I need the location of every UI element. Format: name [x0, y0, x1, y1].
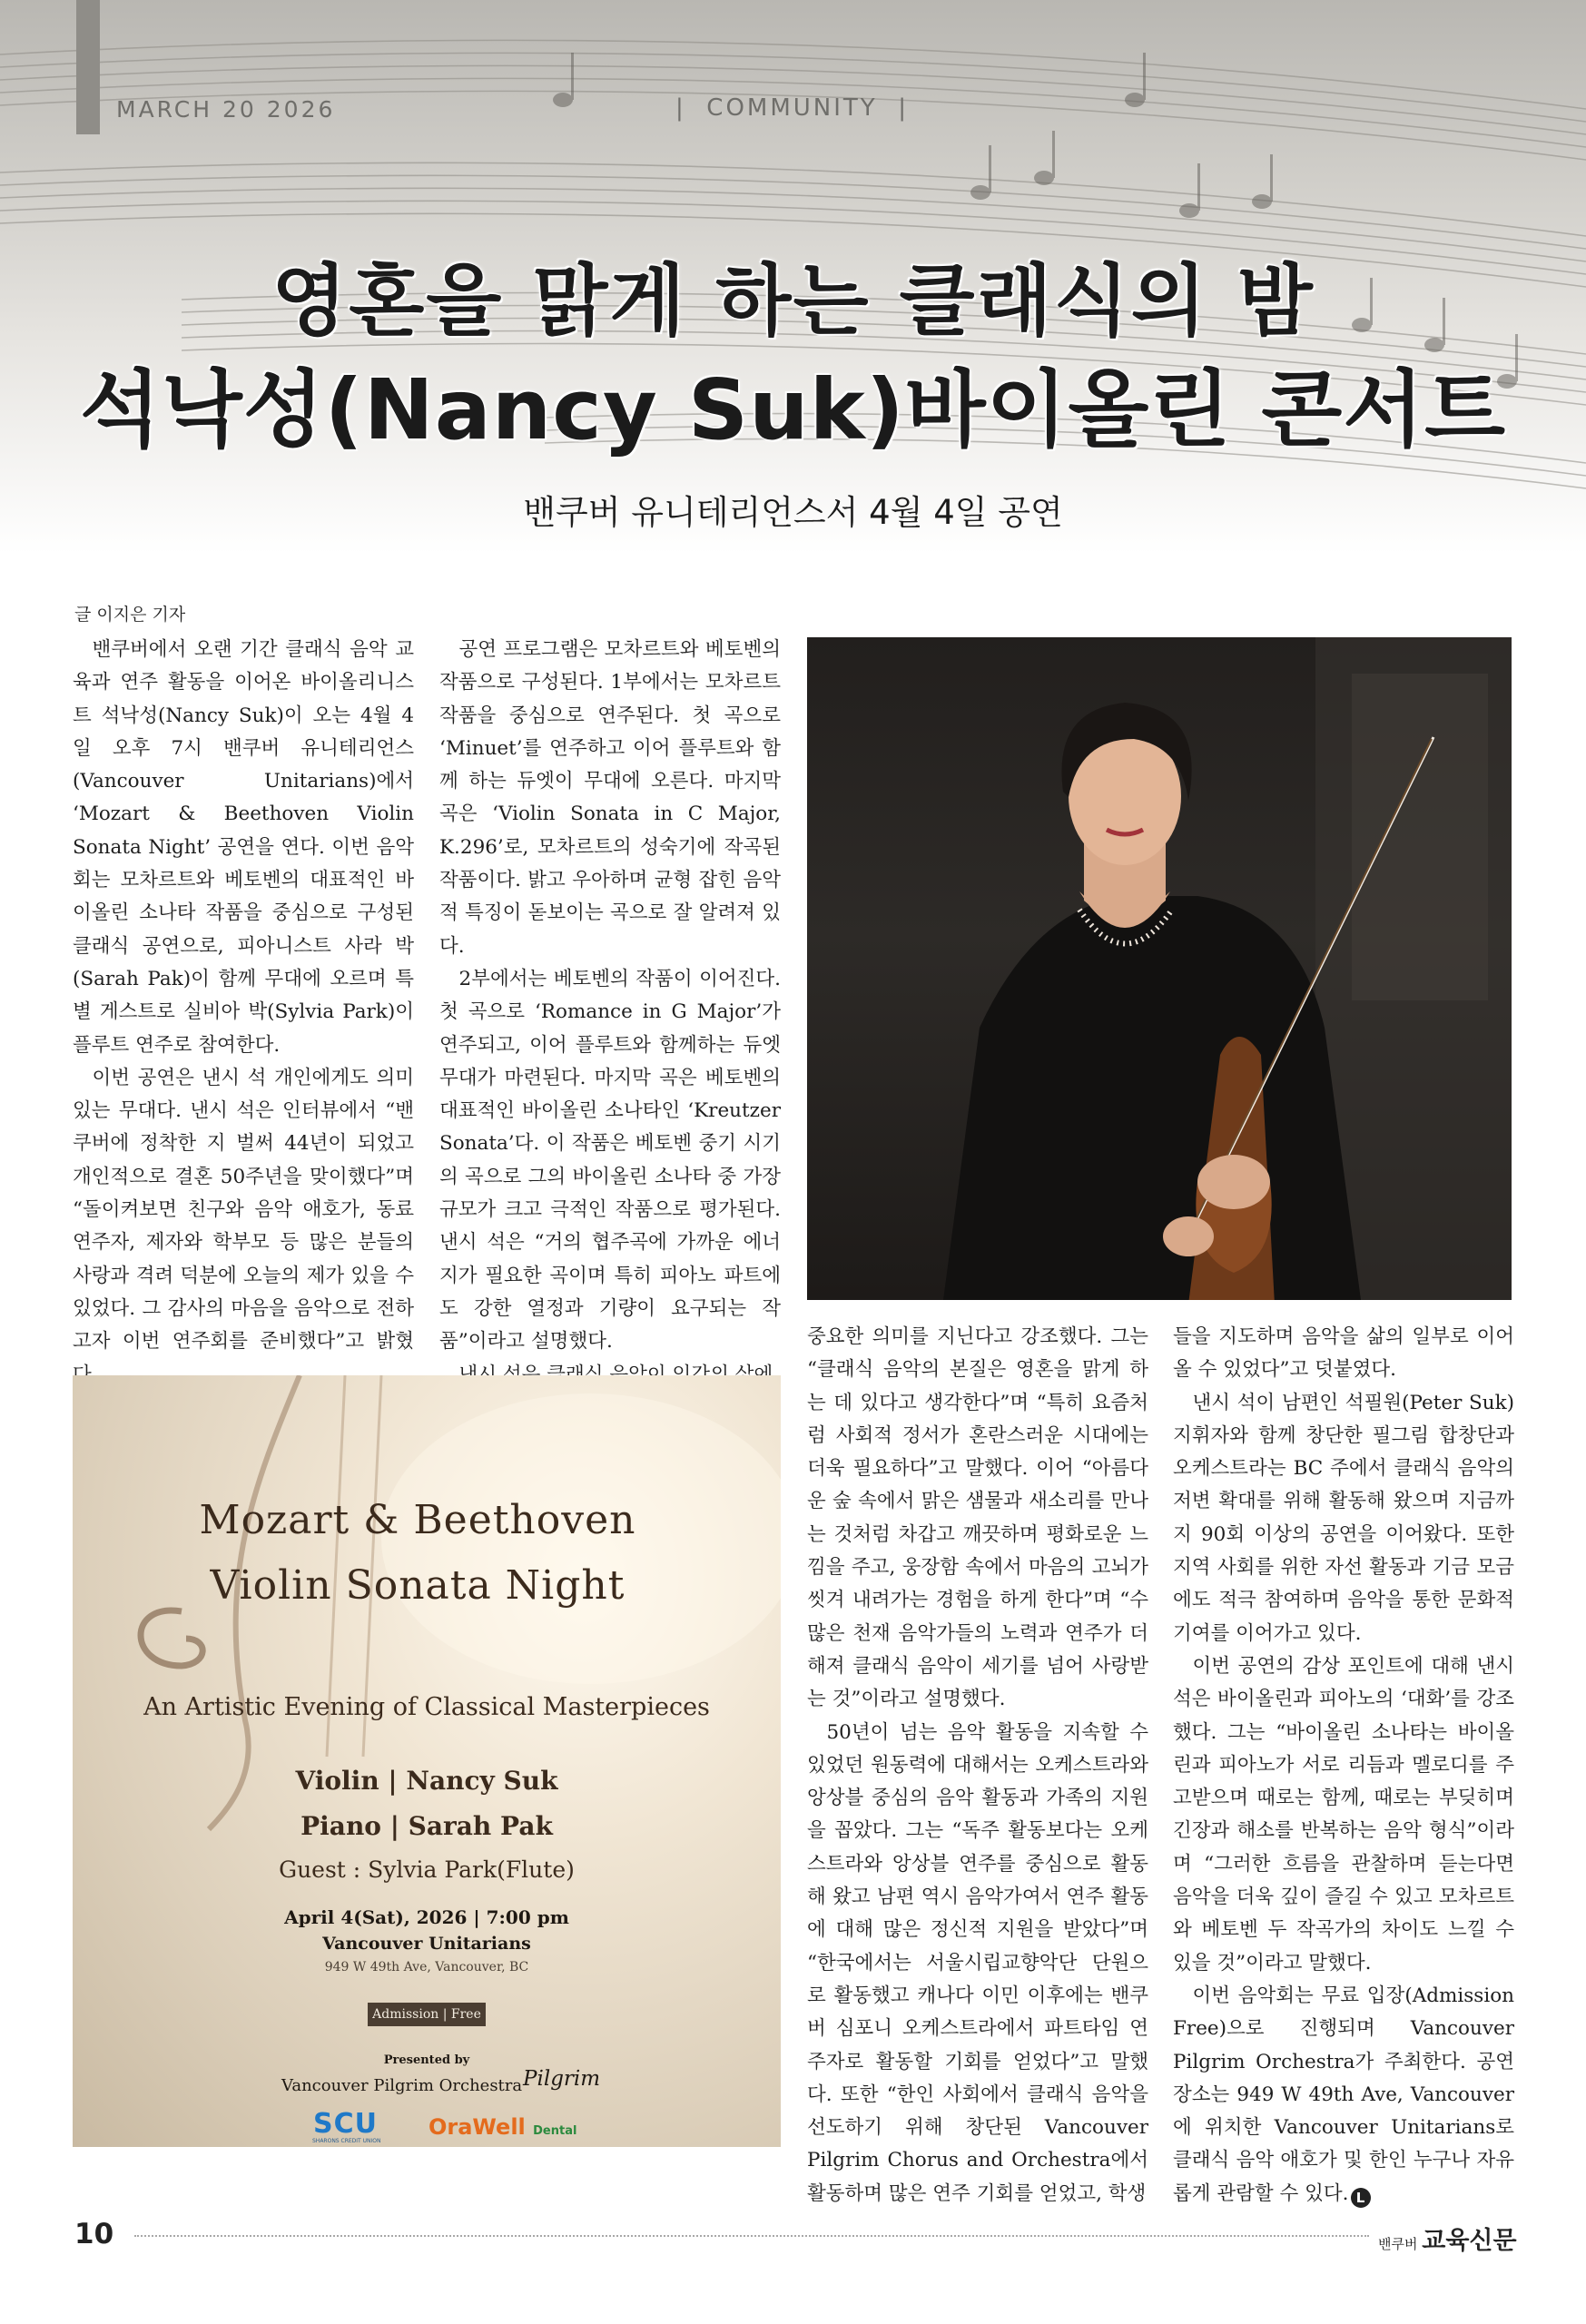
poster-venue: Vancouver Unitarians — [322, 1934, 531, 1954]
orawell-name: OraWell — [429, 2114, 526, 2140]
poster-date-time: April 4(Sat), 2026 | 7:00 pm — [284, 1906, 569, 1928]
poster-guest: Guest : Sylvia Park(Flute) — [279, 1856, 575, 1883]
headline-line-2: 석낙성(Nancy Suk)바이올린 콘서트 — [80, 361, 1506, 458]
article-end-mark: L — [1351, 2188, 1371, 2208]
headline-line-1: 영혼을 맑게 하는 클래식의 밤 — [271, 256, 1315, 347]
article-column-2 — [439, 634, 781, 1392]
article-column-4 — [1173, 1321, 1514, 2211]
paragraph — [1173, 1980, 1514, 2211]
pilgrim-logo: Pilgrim — [523, 2067, 601, 2091]
poster-tagline: An Artistic Evening of Classical Masterpieces — [143, 1693, 710, 1721]
paragraph: 중요한 의미를 지닌다고 강조했다. 그는 “클래식 음악의 본질은 영혼을 맑게 하는 데 있다고 생각한다”며 “특히 요즘처럼 사회적 정서가 혼란스러운 시대에는 더욱 필요하다”고 말했다. 이어 “아름다운 숲 속에서 맑은 샘물과 새소리를 만나는 것처럼 차갑고 깨끗하며 평화로운 느낌을 주고, 웅장함 속에서 마음의 고뇌가 씻겨 내려가는 경험을 하게 한다”며 “수많은 천재 음악가들의 노력과 연주가 더해져 클래식 음악이 세기를 넘어 사랑받는 것”이라고 설명했다. — [807, 1325, 1148, 1711]
poster-admission-badge: Admission | Free — [368, 2003, 486, 2026]
poster-presented-by: Presented by — [383, 2053, 470, 2067]
orawell-logo — [429, 2114, 576, 2140]
poster-violinist: Violin | Nancy Suk — [295, 1766, 558, 1796]
poster-pianist: Piano | Sarah Pak — [300, 1811, 553, 1841]
paragraph-text: 이번 음악회는 무료 입장(Admission Free)으로 진행되며 Vancouver Pilgrim Orchestra가 주최한다. 공연 장소는 949 W 49th Ave, Vancouver에 위치한 Vancouver Unitarians로 클래식 음악 애호가 및 한인 누구나 자유롭게 관람할 수 있다. — [1173, 1984, 1514, 2205]
paragraph: 밴쿠버에서 오랜 기간 클래식 음악 교육과 연주 활동을 이어온 바이올리니스트 석낙성(Nancy Suk)이 오는 4월 4일 오후 7시 밴쿠버 유니테리언스(Vancouver Unitarians)에서 ‘Mozart & Beethoven Violin Sonata Night’ 공연을 연다. 이번 음악회는 모차르트와 베토벤의 대표적인 바이올린 소나타 작품을 중심으로 구성된 클래식 공연으로, 피아니스트 사라 박(Sarah Pak)이 함께 무대에 오르며 특별 게스트로 실비아 박(Sylvia Park)이 플루트 연주로 참여한다. — [73, 638, 414, 1057]
violin-scroll-illustration — [73, 1375, 781, 2147]
newspaper-name — [1378, 2221, 1517, 2256]
newspaper-city: 밴쿠버 — [1378, 2236, 1423, 2252]
paragraph: 낸시 석이 남편인 석필원(Peter Suk) 지휘자와 함께 창단한 필그림 합창단과 오케스트라는 BC 주에서 클래식 음악의 저변 확대를 위해 활동해 왔으며 지금까지 90회 이상의 공연을 이어왔다. 또한 지역 사회를 위한 자선 활동과 기금 모금에도 적극 참여하며 음악을 통한 문화적 기여를 이어가고 있다. — [1173, 1391, 1514, 1645]
issue-date: MARCH 20 2026 — [116, 96, 336, 123]
article-column-1 — [73, 634, 414, 1392]
poster-title-line-2: Violin Sonata Night — [210, 1562, 626, 1609]
header-band — [0, 0, 1586, 554]
article-column-3 — [807, 1321, 1148, 2211]
poster-orchestra: Vancouver Pilgrim Orchestra — [281, 2076, 523, 2095]
concert-poster — [73, 1375, 781, 2147]
poster-address: 949 W 49th Ave, Vancouver, BC — [324, 1960, 529, 1974]
section-label: | COMMUNITY | — [675, 94, 909, 122]
orawell-dental: Dental — [533, 2124, 577, 2138]
paragraph: 들을 지도하며 음악을 삶의 일부로 이어올 수 있었다”고 덧붙였다. — [1173, 1325, 1514, 1382]
scu-logo: SCU — [313, 2108, 378, 2140]
violinist-photo — [807, 637, 1512, 1300]
violinist-illustration — [807, 637, 1512, 1300]
footer-divider — [134, 2235, 1369, 2237]
subtitle: 밴쿠버 유니테리언스서 4월 4일 공연 — [523, 493, 1063, 532]
paragraph: 공연 프로그램은 모차르트와 베토벤의 작품으로 구성된다. 1부에서는 모차르트 작품을 중심으로 연주된다. 첫 곡으로 ‘Minuet’를 연주하고 이어 플루트와 함께 하는 듀엣이 무대에 오른다. 마지막 곡은 ‘Violin Sonata in C Major, K.296’로, 모차르트의 성숙기에 작곡된 작품이다. 밝고 우아하며 균형 잡힌 음악적 특징이 돋보이는 곡으로 잘 알려져 있다. — [439, 638, 781, 958]
paragraph: 50년이 넘는 음악 활동을 지속할 수 있었던 원동력에 대해서는 오케스트라와 앙상블 중심의 음악 활동과 가족의 지원을 꼽았다. 그는 “독주 활동보다는 오케스트라와 앙상블 연주를 중심으로 활동해 왔고 남편 역시 음악가여서 연주 활동에 대해 많은 정신적 지원을 받았다”며 “한국에서는 서울시립교향악단 단원으로 활동했고 캐나다 이민 이후에는 밴쿠버 심포니 오케스트라에서 파트타임 연주자로 활동할 기회를 얻었다”고 말했다. 또한 “한인 사회에서 클래식 음악을 선도하기 위해 창단된 Vancouver Pilgrim Chorus and Orchestra에서 활동하며 많은 연주 기회를 얻었고, 학생 — [807, 1720, 1148, 2205]
newspaper-title: 교육신문 — [1422, 2227, 1517, 2255]
page-number: 10 — [74, 2218, 114, 2250]
poster-title-line-1: Mozart & Beethoven — [199, 1497, 636, 1543]
paragraph: 2부에서는 베토벤의 작품이 이어진다. 첫 곡으로 ‘Romance in G Major’가 연주되고, 이어 플루트와 함께하는 듀엣 무대가 마련된다. 마지막 곡은 베토벤의 대표적인 바이올린 소나타인 ‘Kreutzer Sonata’다. 이 작품은 베토벤 중기 시기의 곡으로 그의 바이올린 소나타 중 가장 규모가 크고 극적인 작품으로 평가된다. 낸시 석은 “거의 협주곡에 가까운 에너지가 필요한 곡이며 특히 피아노 파트에도 강한 열정과 기량이 요구되는 작품”이라고 설명했다. — [439, 967, 781, 1354]
byline: 글 이지은 기자 — [74, 605, 186, 625]
scu-logo-subtitle: SHARONS CREDIT UNION — [312, 2138, 381, 2144]
header-accent-bar — [76, 0, 100, 134]
paragraph: 이번 공연은 낸시 석 개인에게도 의미 있는 무대다. 낸시 석은 인터뷰에서 “밴쿠버에 정착한 지 벌써 44년이 되었고 개인적으로 결혼 50주년을 맞이했다”며 “돌이켜보면 친구와 음악 애호가, 동료 연주자, 제자와 학부모 등 많은 분들의 사랑과 격려 덕분에 오늘의 제가 있을 수 있었다. 그 감사의 마음을 음악으로 전하고자 이번 연주회를 준비했다”고 밝혔 — [73, 1066, 414, 1354]
paragraph: 이번 공연의 감상 포인트에 대해 낸시 석은 바이올린과 피아노의 ‘대화’를 강조했다. 그는 “바이올린 소나타는 바이올린과 피아노가 서로 리듬과 멜로디를 주고받으며 때로는 함께, 때로는 부딪히며 긴장과 해소를 반복하는 음악 형식”이라며 “그러한 흐름을 관찰하며 듣는다면 음악을 더욱 깊이 즐길 수 있고 모차르트와 베토벤 두 작곡가의 차이도 느낄 수 있을 것”이라고 말했다. — [1173, 1654, 1514, 1974]
